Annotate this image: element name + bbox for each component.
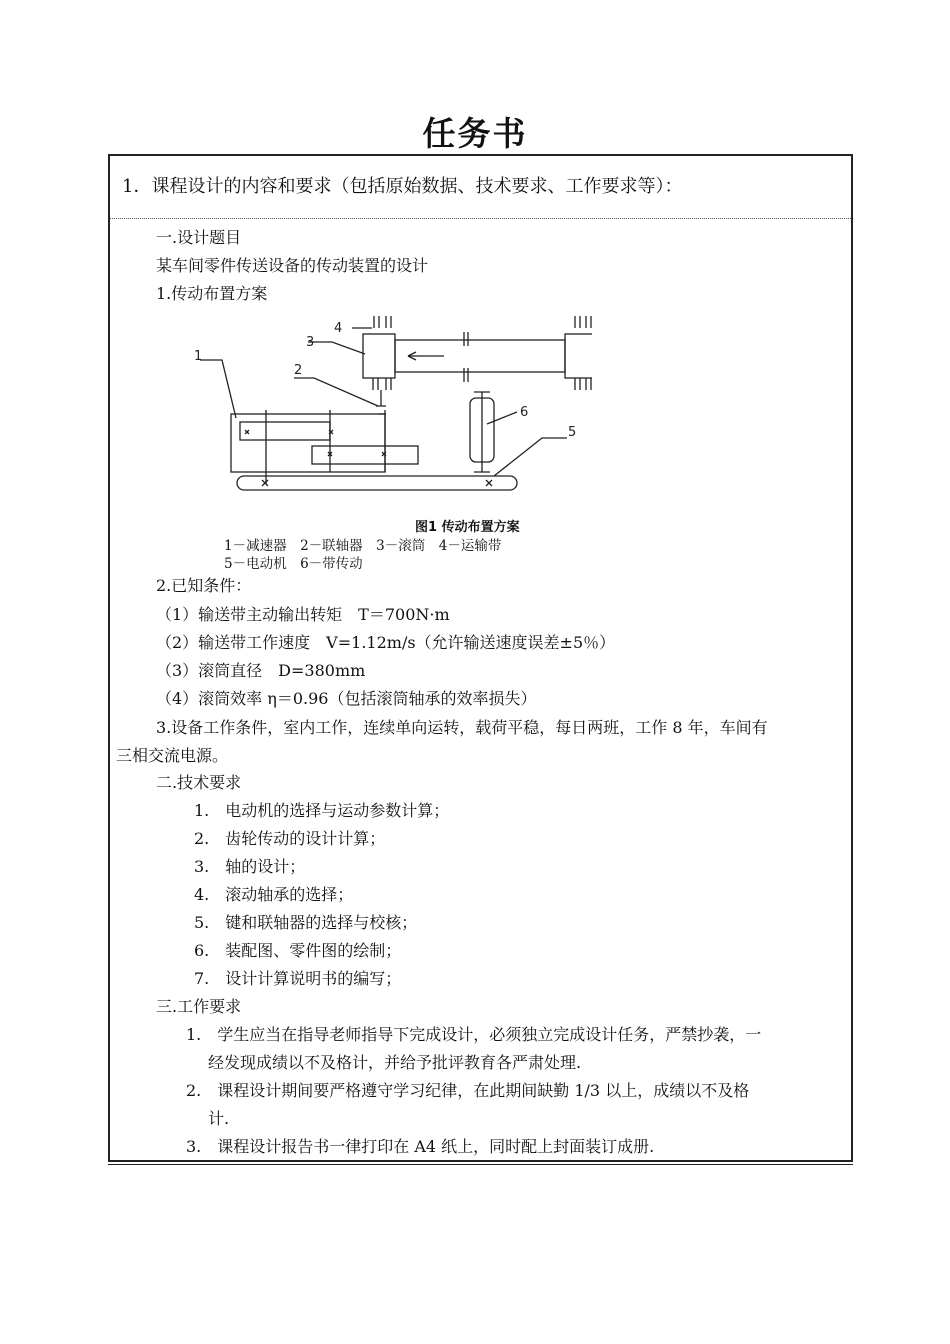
drum-right: [565, 334, 592, 378]
label-1: 1: [194, 349, 203, 364]
drum-left: [363, 334, 395, 378]
tech-heading: 二.技术要求: [156, 773, 242, 792]
scheme-heading: 1.传动布置方案: [156, 284, 268, 303]
condition-item: （1）输送带主动输出转矩 T＝700N·m: [156, 605, 450, 624]
content-box: [108, 154, 853, 1162]
reducer-housing: [231, 414, 385, 472]
tech-item: 5. 键和联轴器的选择与校核；: [194, 913, 418, 932]
design-topic-heading: 一.设计题目: [156, 228, 242, 247]
figure-caption: 图1 传动布置方案: [415, 520, 520, 535]
section-header: 1．课程设计的内容和要求（包括原始数据、技术要求、工作要求等）：: [122, 176, 683, 197]
tech-item: 4. 滚动轴承的选择；: [194, 885, 354, 904]
tech-item: 1. 电动机的选择与运动参数计算；: [194, 801, 450, 820]
work-item: 1. 学生应当在指导老师指导下完成设计，必须独立完成设计任务，严禁抄袭，一: [186, 1025, 762, 1044]
label-4: 4: [334, 321, 343, 336]
condition-item: （4）滚筒效率 η＝0.96（包括滚筒轴承的效率损失）: [156, 689, 537, 708]
reducer-gear-bottom: [312, 446, 418, 464]
tech-item: 7. 设计计算说明书的编写；: [194, 969, 402, 988]
page-title: 任务书: [422, 114, 528, 153]
dotted-divider: [110, 218, 851, 219]
figure-legend-1: 1－减速器 2－联轴器 3－滚筒 4－运输带: [224, 538, 502, 554]
conditions-heading: 2.已知条件：: [156, 576, 252, 595]
work-conditions: 3.设备工作条件，室内工作，连续单向运转，载荷平稳，每日两班，工作 8 年，车间有: [156, 718, 768, 737]
transmission-diagram: [182, 314, 592, 514]
work-item-cont: 计.: [208, 1109, 230, 1128]
tech-item: 2. 齿轮传动的设计计算；: [194, 829, 386, 848]
label-2: 2: [294, 363, 303, 378]
work-conditions-cont: 三相交流电源。: [116, 746, 229, 765]
work-item-cont: 经发现成绩以不及格计，并给予批评教育各严肃处理.: [208, 1053, 582, 1072]
label-5: 5: [568, 425, 577, 440]
design-topic-name: 某车间零件传送设备的传动装置的设计: [156, 256, 429, 275]
drive-belt: [237, 476, 517, 490]
tech-item: 3. 轴的设计；: [194, 857, 306, 876]
label-3: 3: [306, 335, 315, 350]
work-item: 3. 课程设计报告书一律打印在 A4 纸上，同时配上封面装订成册.: [186, 1137, 655, 1156]
figure-legend-2: 5－电动机 6－带传动: [224, 556, 363, 572]
reducer-gear-top: [240, 422, 330, 440]
condition-item: （2）输送带工作速度 V=1.12m/s（允许输送速度误差±5％）: [156, 633, 616, 652]
label-6: 6: [520, 405, 529, 420]
condition-item: （3）滚筒直径 D=380mm: [156, 661, 366, 680]
work-item: 2. 课程设计期间要严格遵守学习纪律，在此期间缺勤 1/3 以上，成绩以不及格: [186, 1081, 750, 1100]
tech-item: 6. 装配图、零件图的绘制；: [194, 941, 402, 960]
work-heading: 三.工作要求: [156, 997, 242, 1016]
